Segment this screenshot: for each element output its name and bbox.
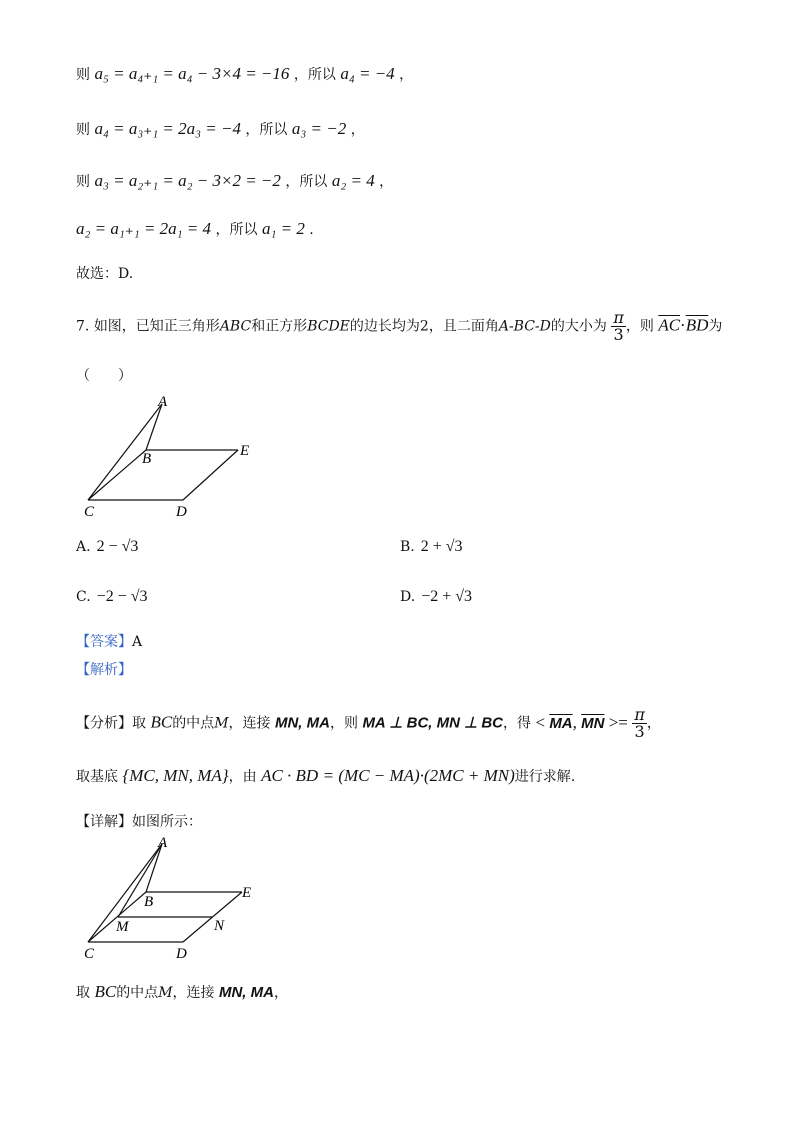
option-c[interactable]: C. −2 − √3 [76,588,148,605]
edge-bc [88,450,146,500]
vector-ac: $\overline{AC}$ [658,315,681,335]
label-c: C [84,504,95,520]
step-result: a₄ = −4 [340,64,395,83]
option-a[interactable]: A. 2 − √3 [76,538,139,555]
dot-product-rhs: = (MC − MA)·(2MC + MN) [322,766,515,785]
edge-ed [183,450,238,500]
step-equation: a₂ = a₁₊₁ = 2a₁ = 4 [76,219,212,238]
answer-row [76,630,142,654]
label-c: C [84,946,95,962]
edge-am [118,844,162,917]
step-equation: a₃ = a₂₊₁ = a₂ − 3×2 = −2 [94,171,281,190]
option-d[interactable]: D. −2 + √3 [400,588,473,605]
basis-line: 取基底 {MC, MN, MA}，由 AC · BD = (MC − MA)·(2MC + MN)进行求解. [76,766,576,785]
label-b: B [142,451,152,467]
answer-tag: 【答案】 [76,634,132,650]
segments-mn-ma: MN, MA [274,714,330,732]
label-e: E [242,885,252,901]
option-b[interactable]: B. 2 + √3 [400,538,463,555]
label-d: D [176,504,187,520]
step-line-3: 则 a₃ = a₂₊₁ = a₂ − 3×2 = −2 ，所以 a₂ = 4 ， [76,171,394,190]
edge-ab [146,844,162,892]
step-line-4: a₂ = a₁₊₁ = 2a₁ = 4 ，所以 a₁ = 2 . [76,219,314,238]
question-7: 7. 如图，已知正三角形ABC和正方形BCDE的边长均为2，且二面角A-BC-D的大小为 $\frac{\pi}{3}$ ，则 $\overline{AC}\cdot\overline{BD}$为 [76,308,723,344]
analysis-heading: 【解析】 [76,662,132,678]
label-m: M [116,919,129,935]
step-result: a₂ = 4 [331,171,375,190]
label-b: B [144,894,154,910]
figure-2 [76,834,286,964]
label-a: A [158,835,168,851]
step-equation: a₄ = a₃₊₁ = 2a₃ = −4 [94,119,241,138]
label-a: A [158,394,168,410]
segments-mn-ma: MN, MA [218,984,274,1001]
answer-blank: （ ） [76,368,132,384]
pi-over-3: $\frac{\pi}{3}$ [634,705,645,741]
label-e: E [240,443,250,459]
pi-over-3: $\frac{\pi}{3}$ [613,308,624,344]
perpendicular-statement: MA ⊥ BC, MN ⊥ BC [362,714,504,732]
analysis-line: 【分析】取 BC的中点M，连接 MN, MA，则 MA ⊥ BC, MN ⊥ BC，得 < $\overline{MA}$, $\overline{MN}$ >= $\frac{\pi}{3}$ ， [76,705,661,741]
label-n: N [214,918,225,934]
edge-ab [146,404,162,450]
figure-1 [76,392,286,522]
dot-product-lhs: AC · BD [261,766,319,785]
step-line-2: 则 a₄ = a₃₊₁ = 2a₃ = −4 ，所以 a₃ = −2 ， [76,119,365,138]
detail-heading: 【详解】如图所示： [76,814,202,830]
step-equation: a₅ = a₄₊₁ = a₄ − 3×4 = −16 [94,64,290,83]
label-d: D [176,946,187,962]
step-result: a₃ = −2 [291,119,347,138]
vector-bd: $\overline{BD}$ [685,315,709,335]
previous-answer: 故选：D. [76,266,134,282]
basis-set: {MC, MN, MA} [122,766,229,785]
answer-value: A [132,634,143,650]
final-line: 取 BC的中点M，连接 MN, MA， [76,982,288,1001]
step-line-1: 则 a₅ = a₄₊₁ = a₄ − 3×4 = −16 ，所以 a₄ = −4 ， [76,64,414,83]
step-result: a₁ = 2 [261,219,305,238]
